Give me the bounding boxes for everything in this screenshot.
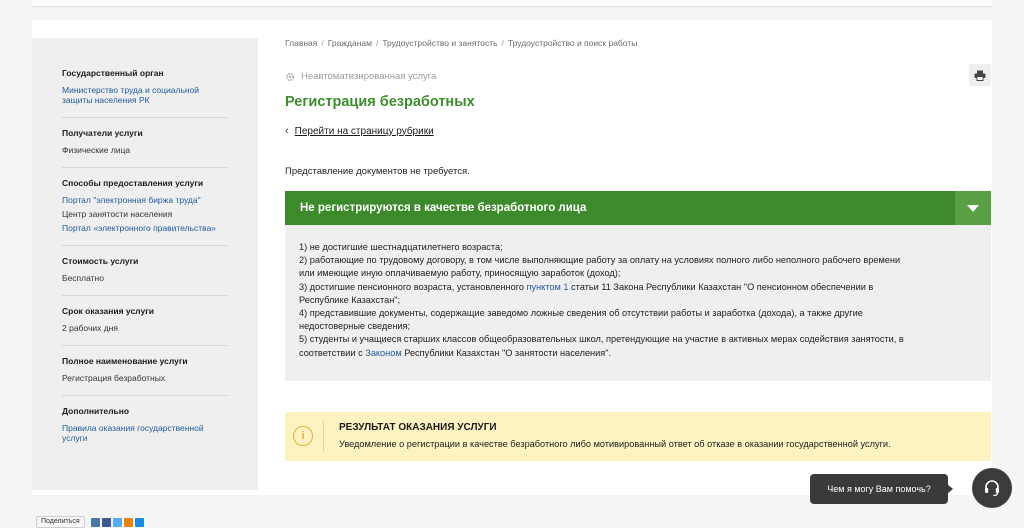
vk-share-icon[interactable] (91, 518, 100, 527)
sidebar-section (62, 68, 228, 118)
documents-note: Представление документов не требуется. (285, 166, 470, 177)
service-type-label (285, 71, 436, 82)
sidebar-section (62, 306, 228, 346)
sidebar-section-heading: Полное наименование услуги (62, 356, 188, 366)
main-content (285, 38, 991, 449)
accordion-title: Не регистрируются в качестве безработного лица (300, 202, 587, 214)
accordion-line (299, 281, 977, 294)
page-title: Регистрация безработных (285, 94, 475, 110)
line-text: статьи 11 Закона Республики Казахстан "О пенсионном обеспечении в (568, 281, 874, 292)
headset-icon (983, 479, 1001, 497)
accordion-line (299, 347, 977, 360)
point-1-link[interactable]: пунктом 1 (526, 281, 569, 292)
sidebar-section (62, 256, 228, 296)
result-divider (323, 421, 324, 452)
sidebar-value: Центр занятости населения (62, 209, 173, 219)
service-type-text: Неавтоматизированная услуга (301, 71, 437, 82)
breadcrumb-item[interactable]: Гражданам (327, 38, 372, 48)
accordion-line: 5) студенты и учащиеся старших классов общеобразовательных школ, претендующие на участие в активных мерах содействия занятости, в (299, 334, 904, 345)
sidebar-section-heading: Дополнительно (62, 406, 130, 416)
sidebar-link[interactable]: Министерство труда и социальной защиты населения РК (62, 85, 200, 105)
facebook-share-icon[interactable] (102, 518, 111, 527)
share-bar (36, 517, 146, 527)
breadcrumb-item[interactable]: Главная (285, 38, 318, 48)
sidebar-section-heading: Срок оказания услуги (62, 306, 154, 316)
sidebar-section-heading: Государственный орган (62, 68, 164, 78)
twitter-share-icon[interactable] (113, 518, 122, 527)
sidebar-value: 2 рабочих дня (62, 323, 118, 333)
sidebar-section-heading: Стоимость услуги (62, 256, 139, 266)
accordion-line: или имеющие иную оплачиваемую работу, приносящую заработок (доход); (299, 268, 621, 279)
sidebar-value: Регистрация безработных (62, 373, 166, 383)
sidebar-section-heading: Способы предоставления услуги (62, 178, 204, 188)
accordion-body (285, 225, 991, 381)
help-chat-bubble[interactable]: Чем я могу Вам помочь? (810, 474, 948, 504)
accordion-line: 1) не достигшие шестнадцатилетнего возраста; (299, 242, 503, 252)
line-text: соответствии с (299, 347, 366, 358)
not-registered-accordion-header[interactable] (285, 191, 991, 225)
info-icon: i (293, 426, 313, 446)
result-text: Уведомление о регистрации в качестве безработного либо мотивированный ответ об отказе в оказании государственной услуги. (339, 439, 891, 449)
sidebar-section (62, 406, 228, 455)
help-chat-button[interactable] (972, 468, 1012, 508)
odnoklassniki-share-icon[interactable] (124, 518, 133, 527)
breadcrumb-separator: / (321, 38, 324, 48)
top-bar (32, 0, 992, 7)
mailru-share-icon[interactable] (135, 518, 144, 527)
line-text: Республики Казахстан "О занятости населения". (401, 347, 612, 358)
back-to-rubric-link[interactable] (285, 125, 434, 137)
accordion-line: 4) представившие документы, содержащие заведомо ложные сведения об отсутствии работы и заработка (дохода), а также другие (299, 308, 863, 319)
breadcrumb-item[interactable]: Трудоустройство и поиск работы (507, 38, 638, 48)
back-link-label: Перейти на страницу рубрики (294, 125, 434, 137)
accordion-line: 2) работающие по трудовому договору, в том числе выполняющие работу за оплату на условиях полного либо неполного рабочего времени (299, 255, 901, 266)
sidebar-section-heading: Получатели услуги (62, 128, 143, 138)
sidebar-link[interactable]: Портал "электронная биржа труда" (62, 195, 201, 205)
sidebar-link[interactable]: Портал «электронного правительства» (62, 223, 217, 233)
gear-icon (285, 72, 295, 82)
printer-icon (974, 70, 986, 81)
share-button[interactable]: Поделиться (36, 516, 85, 528)
accordion-line: недостоверные сведения; (299, 321, 411, 332)
accordion-toggle[interactable] (955, 191, 991, 225)
law-link[interactable]: Законом (365, 347, 402, 358)
result-title: РЕЗУЛЬТАТ ОКАЗАНИЯ УСЛУГИ (339, 422, 497, 433)
sidebar-value: Физические лица (62, 145, 131, 155)
line-text: 3) достигшие пенсионного возраста, установленного (299, 281, 527, 292)
chevron-down-icon (967, 205, 979, 212)
breadcrumb (285, 38, 991, 52)
sidebar-value: Бесплатно (62, 273, 104, 283)
service-result-box (285, 412, 991, 461)
sidebar-section (62, 178, 228, 246)
breadcrumb-item[interactable]: Трудоустройство и занятость (382, 38, 498, 48)
print-button[interactable] (969, 64, 991, 86)
breadcrumb-separator: / (501, 38, 504, 48)
breadcrumb-separator: / (375, 38, 379, 48)
service-info-sidebar (32, 38, 258, 490)
sidebar-section (62, 128, 228, 168)
chevron-left-icon: ‹ (285, 125, 289, 137)
accordion-line: Республике Казахстан"; (299, 294, 401, 305)
sidebar-section (62, 356, 228, 396)
sidebar-link[interactable]: Правила оказания государственной услуги (62, 423, 204, 443)
